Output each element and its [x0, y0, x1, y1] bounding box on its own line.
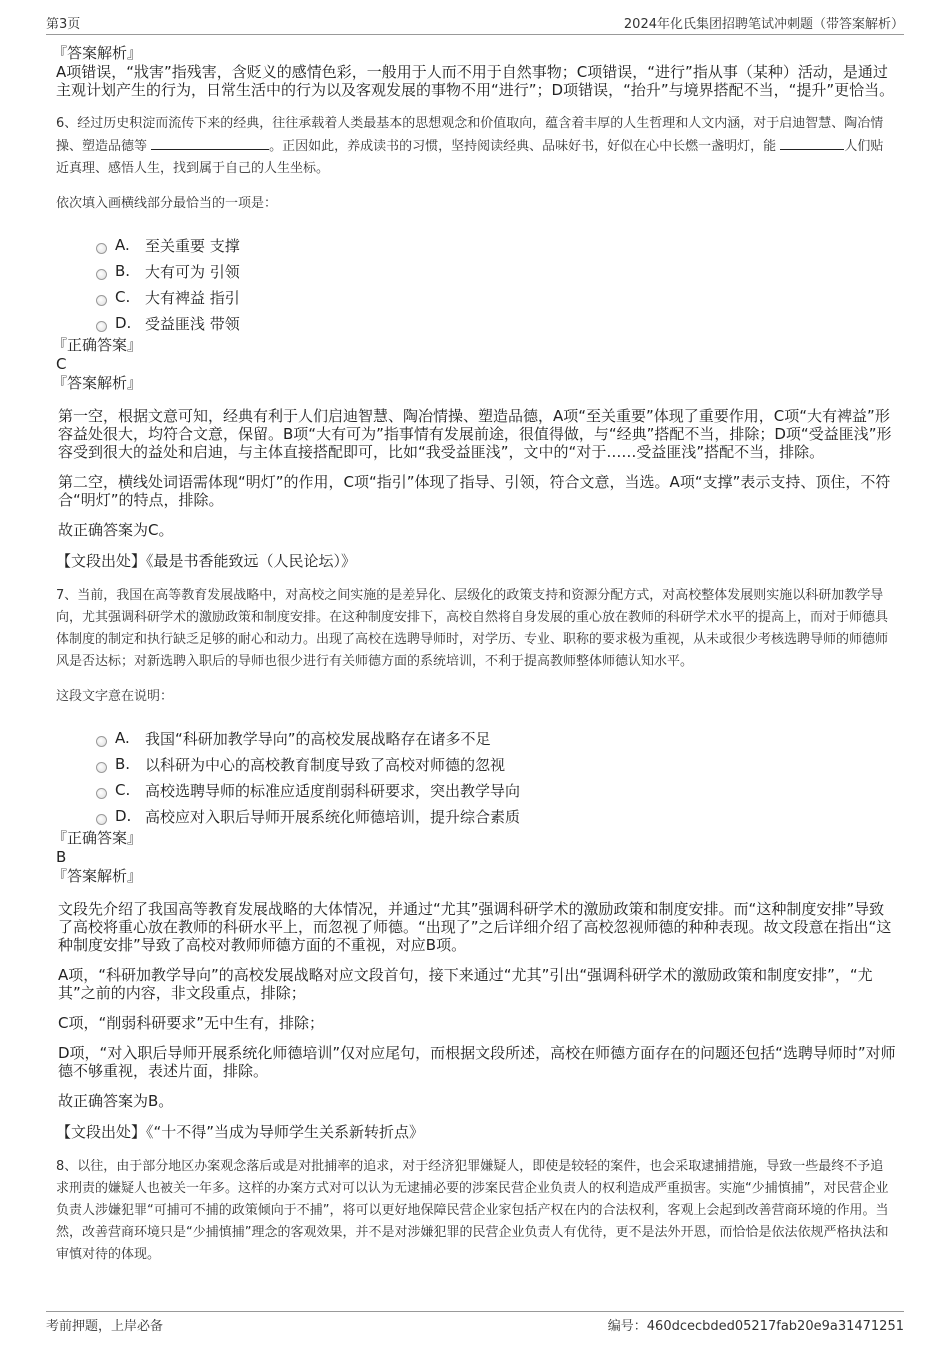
prev-question-analysis — [52, 44, 896, 99]
option-c[interactable]: C. 高校选聘导师的标准应适度削弱科研要求，突出教学导向 — [96, 777, 896, 803]
document-serial: 编号：460dcecbded05217fab20e9a31471251 — [607, 1319, 904, 1334]
question-6 — [52, 113, 896, 571]
question-prompt: 依次填入画横线部分最恰当的一项是： — [56, 196, 278, 211]
document-title: 2024年化氏集团招聘笔试冲刺题（带答案解析） — [623, 17, 904, 32]
analysis-text: A项错误，“戕害”指残害，含贬义的感情色彩，一般用于人而不用于自然事物；C项错误，“进行”指从事（某种）活动，是通过主观计划产生的行为，日常生活中的行为以及客观发展的事物不用“进行”；D项错误，“抬升”与境界搭配不当，“提升”更恰当。 — [56, 63, 895, 99]
correct-answer: B — [56, 848, 67, 866]
option-a[interactable]: A. 至关重要 支撑 — [96, 232, 896, 258]
correct-answer-label: 『正确答案』 — [52, 829, 143, 847]
option-b[interactable]: B. 以科研为中心的高校教育制度导致了高校对师德的忽视 — [96, 751, 896, 777]
radio-button[interactable] — [96, 321, 107, 332]
radio-button[interactable] — [96, 269, 107, 280]
analysis-conclusion: 故正确答案为B。 — [58, 1092, 174, 1110]
analysis-paragraph: D项，“对入职后导师开展系统化师德培训”仅对应尾句，而根据文段所述，高校在师德方面存在的问题还包括“选聘导师时”对师德不够重视，表述片面，排除。 — [58, 1044, 896, 1080]
page-footer — [46, 1311, 904, 1337]
question-text: 6、经过历史积淀而流传下来的经典，往往承载着人类最基本的思想观念和价值取向，蕴含着丰厚的人生哲理和人文内涵，对于启迪智慧、陶冶情操、塑造品德等 。正因如此，养成读书的习惯，坚持阅读经典、品味好书，好似在心中长燃一盏明灯，能 人们贴近真理、感悟人生，找到属于自己的人生坐标。 — [56, 116, 884, 176]
page-number: 第3页 — [46, 17, 81, 32]
radio-button[interactable] — [96, 762, 107, 773]
analysis-paragraph: C项，“削弱科研要求”无中生有，排除； — [58, 1014, 325, 1032]
fill-blank-2 — [780, 135, 844, 150]
analysis-label: 『答案解析』 — [52, 44, 143, 62]
question-prompt: 这段文字意在说明： — [56, 689, 174, 704]
page-content — [52, 44, 896, 1266]
footer-slogan: 考前押题，上岸必备 — [46, 1319, 164, 1334]
analysis-label: 『答案解析』 — [52, 867, 143, 885]
option-c[interactable]: C. 大有裨益 指引 — [96, 284, 896, 310]
question-7 — [52, 585, 896, 1142]
option-b[interactable]: B. 大有可为 引领 — [96, 258, 896, 284]
source-citation: 【文段出处】《最是书香能致远（人民论坛）》 — [56, 552, 357, 570]
analysis-paragraph: 文段先介绍了我国高等教育发展战略的大体情况，并通过“尤其”强调科研学术的激励政策和制度安排。而“这种制度安排”导致了高校将重心放在教师的科研水平上，而忽视了师德。“出现了”之后详细介绍了高校忽视师德的种种表现。故文段意在指出“这种制度安排”导致了高校对教师师德方面的不重视，对应B项。 — [58, 900, 892, 954]
analysis-paragraph: 第二空，横线处词语需体现“明灯”的作用，C项“指引”体现了指导、引领，符合文意，当选。A项“支撑”表示支持、顶住，不符合“明灯”的特点，排除。 — [58, 473, 891, 509]
option-d[interactable]: D. 高校应对入职后导师开展系统化师德培训，提升综合素质 — [96, 803, 896, 829]
source-citation: 【文段出处】《“十不得”当成为导师学生关系新转折点》 — [56, 1123, 425, 1141]
radio-button[interactable] — [96, 243, 107, 254]
question-text: 7、当前，我国在高等教育发展战略中，对高校之间实施的是差异化、层级化的政策支持和资源分配方式，对高校整体发展则实施以科研加教学导向，尤其强调科研学术的激励政策和制度安排。在这种制度安排下，高校自然将自身发展的重心放在教师的科研学术水平的提高上，而对于师德具体制度的制定和执行缺乏足够的耐心和动力。出现了高校在选聘导师时，对学历、专业、职称的要求极为重视，从未或很少考核选聘导师的师德师风是否达标；对新选聘入职后的导师也很少进行有关师德方面的系统培训，不利于提高教师整体师德认知水平。 — [56, 588, 889, 669]
radio-button[interactable] — [96, 736, 107, 747]
page-header — [46, 12, 904, 35]
analysis-label: 『答案解析』 — [52, 374, 143, 392]
fill-blank-1 — [151, 135, 269, 150]
option-a[interactable]: A. 我国“科研加教学导向”的高校发展战略存在诸多不足 — [96, 725, 896, 751]
analysis-paragraph: 第一空，根据文意可知，经典有利于人们启迪智慧、陶冶情操、塑造品德，A项“至关重要”体现了重要作用，C项“大有裨益”形容益处很大，均符合文意，保留。B项“大有可为”指事情有发展前途，很值得做，与“经典”搭配不当，排除；D项“受益匪浅”形容受到很大的益处和启迪，与主体直接搭配即可，比如“我受益匪浅”，文中的“对于……受益匪浅”搭配不当，排除。 — [58, 407, 892, 461]
radio-button[interactable] — [96, 814, 107, 825]
question-text: 8、以往，由于部分地区办案观念落后或是对批捕率的追求，对于经济犯罪嫌疑人，即使是较轻的案件，也会采取逮捕措施，导致一些最终不予追求刑责的嫌疑人也被关一年多。这样的办案方式对可以认为无逮捕必要的涉案民营企业负责人的权利造成严重损害。实施“少捕慎捕”，对民营企业负责人涉嫌犯罪“可捕可不捕的政策倾向于不捕”，将可以更好地保障民营企业家包括产权在内的合法权利，客观上会起到改善营商环境的作用。当然，改善营商环境只是“少捕慎捕”理念的客观效果，并不是对涉嫌犯罪的民营企业负责人有优待，更不是法外开恩，而恰恰是依法依规严格执法和审慎对待的体现。 — [56, 1159, 889, 1262]
radio-button[interactable] — [96, 295, 107, 306]
radio-button[interactable] — [96, 788, 107, 799]
correct-answer-label: 『正确答案』 — [52, 336, 143, 354]
analysis-paragraph: A项，“科研加教学导向”的高校发展战略对应文段首句，接下来通过“尤其”引出“强调科研学术的激励政策和制度安排”，“尤其”之前的内容，非文段重点，排除； — [58, 966, 873, 1002]
options-list — [96, 232, 896, 336]
options-list — [96, 725, 896, 829]
option-d[interactable]: D. 受益匪浅 带领 — [96, 310, 896, 336]
question-8 — [56, 1156, 896, 1266]
analysis-conclusion: 故正确答案为C。 — [58, 521, 174, 539]
correct-answer: C — [56, 355, 67, 373]
